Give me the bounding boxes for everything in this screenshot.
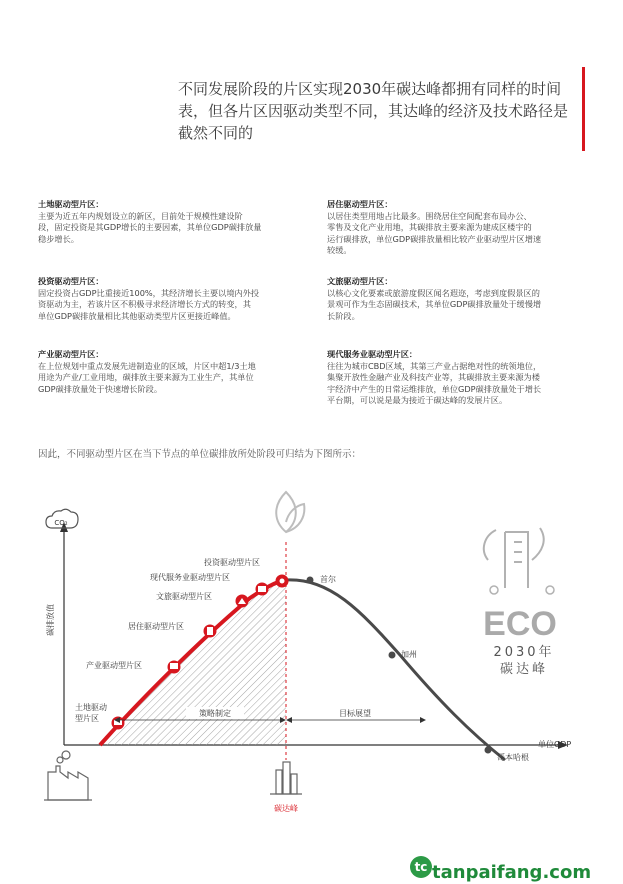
stage-marker-residential: [204, 625, 217, 638]
phase-arrowhead: [286, 717, 292, 723]
section-body-line: 以居住类型用地占比最多。围绕居住空间配套布局办公、: [327, 210, 532, 221]
section-body-line: 往往为城市CBD区域，其第三产业占据绝对性的统领地位，: [327, 360, 542, 371]
stage-marker-investment: [276, 575, 289, 588]
section-body-line: 宇经济中产生的日常运维排放，单位GDP碳排放量处于增长: [327, 383, 542, 394]
section-body-line: 资驱动为主，若该片区不积极寻求经济增长方式的转变，其: [38, 299, 251, 310]
stage-marker-service: [256, 583, 269, 596]
x-axis-label: 单位GDP: [538, 740, 572, 749]
section-title: 居住驱动型片区：: [327, 199, 393, 209]
city-icon: [270, 762, 302, 794]
city-marker-seoul: [307, 577, 314, 584]
section-modern-service: [327, 349, 589, 407]
section-culture-tourism: [327, 276, 589, 322]
watermark-logo-icon: tc: [410, 856, 432, 878]
city-marker-california: [389, 652, 396, 659]
headline-line: 截然不同的: [178, 124, 254, 142]
section-body-line: 单位GDP碳排放量相比其他驱动类型片区更接近峰值。: [38, 310, 236, 321]
section-residential: [327, 199, 589, 257]
stage-label-land-line2: 型片区: [75, 714, 99, 723]
peak-label: 碳达峰: [274, 804, 298, 813]
city-label-california: 加州: [401, 650, 417, 659]
section-body-line: 稳步增长。: [38, 233, 79, 244]
stage-label-land-line1: 土地驱动: [75, 703, 107, 712]
y-axis-label: 碳排放值: [46, 604, 55, 636]
phase-arrowhead: [420, 717, 426, 723]
headline-accent-bar: [582, 67, 585, 151]
stage-marker-industry: [168, 661, 181, 674]
co2-cloud-icon: [46, 509, 78, 528]
stage-label-service: 现代服务业驱动型片区: [150, 573, 230, 582]
phase-label-strategy: 策略制定: [199, 709, 231, 718]
factory-icon: [44, 751, 92, 800]
conclusion-text: 因此，不同驱动型片区在当下节点的单位碳排放所处阶段可归结为下图所示：: [38, 449, 362, 460]
section-body-line: 以核心文化要素或旅游度假区闻名遐迩，考虑到度假景区的: [327, 287, 540, 298]
section-title: 投资驱动型片区：: [38, 276, 104, 286]
section-title: 现代服务业驱动型片区：: [327, 349, 418, 359]
stage-label-residential: 居住驱动型片区: [128, 622, 184, 631]
section-body-line: 段，固定投资是其GDP增长的主要因素，其单位GDP碳排放量: [38, 222, 262, 233]
watermark-site: tanpaifang.com: [432, 862, 592, 883]
section-land: [38, 199, 300, 245]
phase-label-outlook: 目标展望: [339, 709, 371, 718]
section-investment: [38, 276, 300, 322]
co2-label: CO₂: [54, 519, 68, 527]
section-body-line: 用途为产业/工业用地，碳排放主要来源为工业生产，其单位: [38, 372, 254, 383]
section-body-line: 较缓。: [327, 245, 352, 256]
stage-marker-culture: [236, 595, 249, 608]
leaf-icon: [276, 492, 304, 532]
section-body-line: 零售及文化产业用地，其碳排放主要来源为建成区楼宇的: [327, 222, 532, 233]
eco-subtitle: 碳达峰: [499, 662, 549, 677]
stage-label-investment: 投资驱动型片区: [204, 558, 260, 567]
stage-label-industry: 产业驱动型片区: [86, 661, 142, 670]
city-label-seoul: 首尔: [320, 575, 336, 584]
eco-text: ECO: [483, 605, 557, 643]
headline-line: 表，但各片区因驱动类型不同，其达峰的经济及技术路径是: [178, 102, 569, 120]
section-body-line: 在上位规划中重点发展先进制造业的区域，片区中超1/3土地: [38, 360, 256, 371]
declining-curve: [286, 580, 505, 760]
carbon-peak-diagram: [0, 470, 623, 850]
section-body-line: 运行碳排放，单位GDP碳排放量相比较产业驱动型片区增速: [327, 233, 542, 244]
section-body-line: 主要为近五年内规划设立的新区，目前处于规模性建设阶: [38, 210, 243, 221]
section-body-line: 集聚开放性金融产业及科技产业等，其碳排放主要来源为楼: [327, 372, 540, 383]
eco-year: 2030年: [493, 645, 555, 660]
stage-label-culture: 文旅驱动型片区: [156, 592, 212, 601]
section-body-line: GDP碳排放量处于快速增长阶段。: [38, 383, 163, 394]
section-body-line: 长阶段。: [327, 310, 360, 321]
section-title: 土地驱动型片区：: [38, 199, 104, 209]
headline-line: 不同发展阶段的片区实现2030年碳达峰都拥有同样的时间: [178, 80, 562, 98]
section-body-line: 平台期，可以说是最为接近于碳达峰的发展片区。: [327, 395, 508, 406]
section-title: 文旅驱动型片区：: [327, 276, 393, 286]
city-label-copenhagen: 哥本哈根: [497, 753, 529, 762]
section-body-line: 固定投资占GDP比重接近100%，其经济增长主要以境内外投: [38, 287, 260, 298]
section-title: 产业驱动型片区：: [38, 349, 104, 359]
section-industry: [38, 349, 300, 395]
section-body-line: 景观可作为生态固碳技术，其单位GDP碳排放量处于缓慢增: [327, 299, 542, 310]
headline: [178, 78, 570, 144]
city-marker-copenhagen: [485, 747, 492, 754]
eco-logo: [484, 528, 554, 594]
